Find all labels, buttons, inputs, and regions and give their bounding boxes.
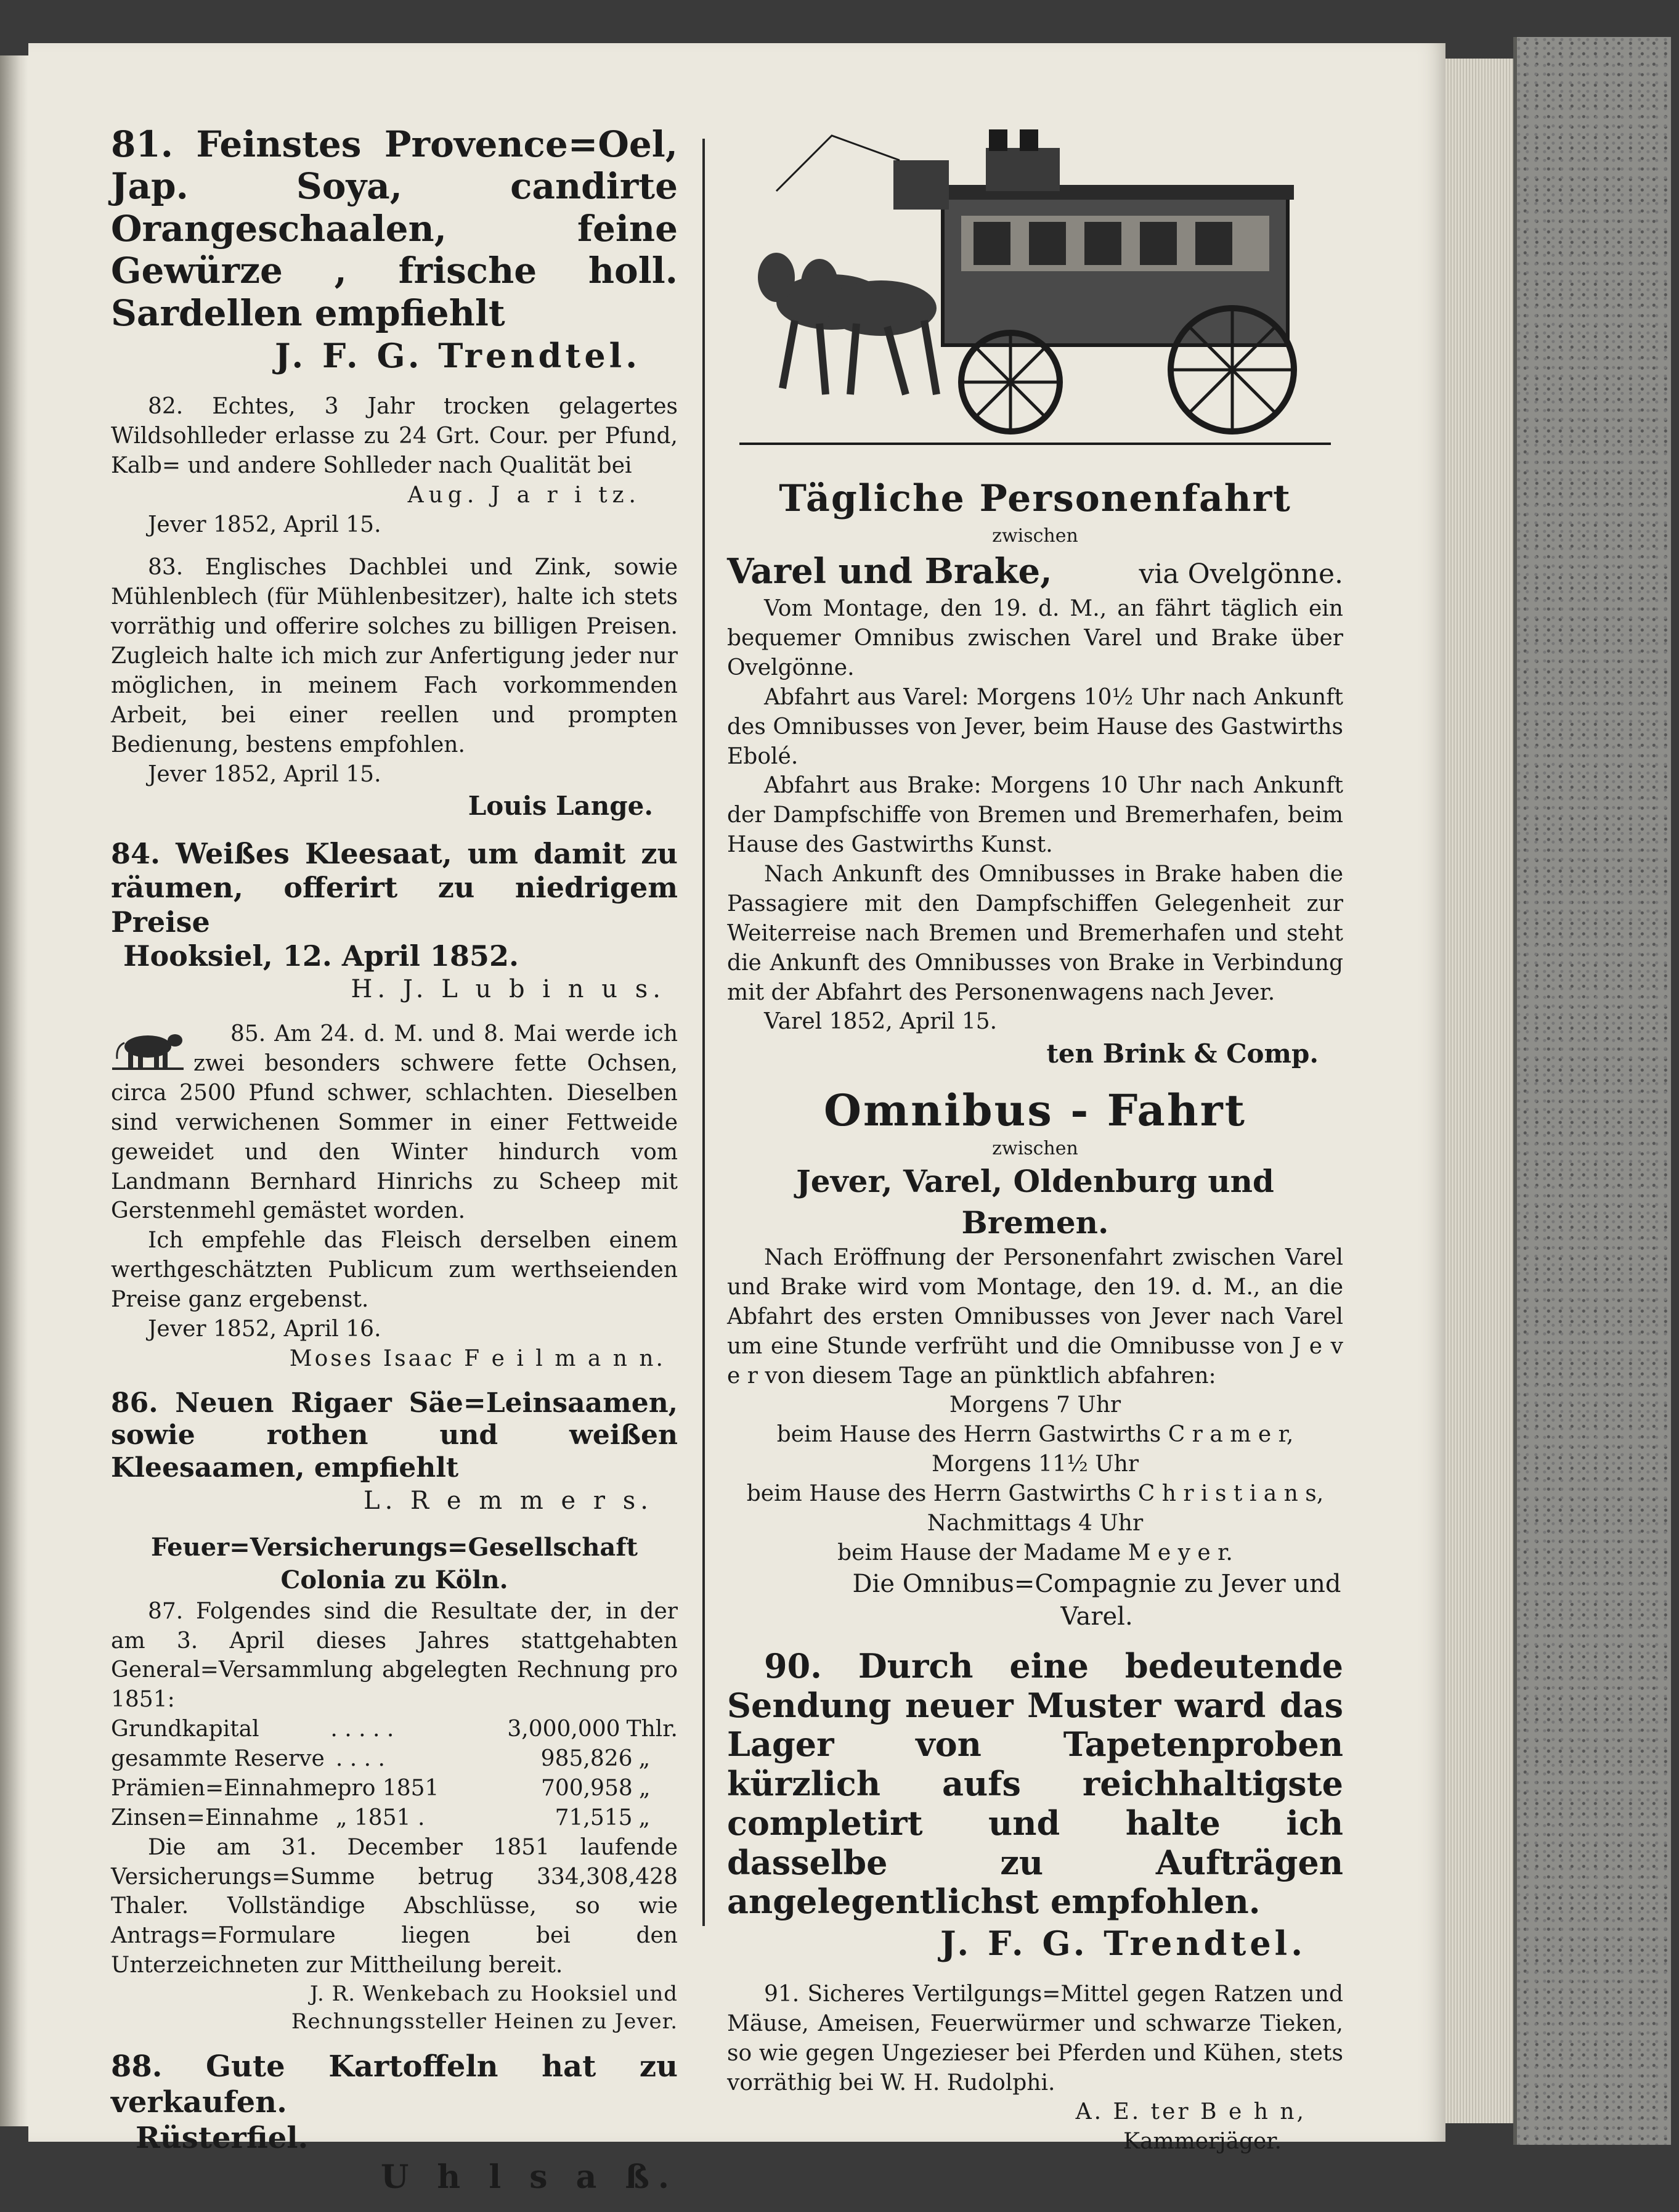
book-left-page-edge [0, 55, 28, 2126]
coach-signature: ten Brink & Comp. [1046, 1039, 1319, 1069]
book-cover [1513, 37, 1671, 2145]
ad-83-text: 83. Englisches Dachblei und Zink, sowie Mühlenblech (für Mühlenbesitzer), halte ich stets vorräthig und offerire solches zu billigen Preisen. Zugleich halte ich mich zur Anfertigung jeder nur möglichen, in meinem Fach vorkommenden Arbeit, bei einer reellen und prompten Bedienung, bestens empfohlen. [111, 555, 678, 757]
omnibus-title: Omnibus - Fahrt [824, 1085, 1246, 1137]
stagecoach-illustration [739, 123, 1331, 468]
ad-81-text: 81. Feinstes Provence=Oel, Jap. Soya, candirte Orangeschaalen, feine Gewürze , frische holl. Sardellen empfiehlt [111, 123, 678, 334]
ad-85-date: Jever 1852, April 16. [148, 1316, 381, 1342]
ad-83 [111, 553, 678, 823]
ad-90 [727, 1647, 1343, 1966]
omnibus-place-2: beim Hause des Herrn Gastwirths C h r i s t i a n s, [746, 1481, 1324, 1507]
coach-title: Tägliche Personenfahrt [779, 477, 1291, 520]
omnibus-route: Jever, Varel, Oldenburg und Bremen. [796, 1163, 1274, 1241]
ox-icon [111, 1022, 185, 1071]
row-label: Prämien=Einnahme [111, 1775, 338, 1801]
ad-87-row [111, 1774, 678, 1803]
ad-87-signature: J. R. Wenkebach zu Hooksiel und Rechnungssteller Heinen zu Jever. [291, 1981, 678, 2034]
row-label: gesammte Reserve [111, 1746, 325, 1771]
ad-86-text: 86. Neuen Rigaer Säe=Leinsaamen, sowie rothen und weißen Kleesaamen, empfiehlt [111, 1387, 678, 1484]
ad-91-text: 91. Sicheres Vertilgungs=Mittel gegen Ratzen und Mäuse, Ameisen, Feuerwürmer und schwarze Tieken, so wie gegen Ungezieser bei Pferden und Kühen, stets vorräthig bei W. H. Rudolphi. [727, 1981, 1343, 2096]
row-value: 985,826 [540, 1746, 633, 1771]
row-mid: pro 1851 [337, 1775, 439, 1801]
ad-87-heading: Feuer=Versicherungs=Gesellschaft Colonia zu Köln. [150, 1533, 638, 1595]
ad-85-text2: Ich empfehle das Fleisch derselben einem werthgeschätzten Publicum zum werthseienden Preise ganz ergebenst. [111, 1228, 678, 1313]
ad-88-place: Rüsterfiel. [136, 2120, 309, 2155]
coach-route [727, 549, 1343, 594]
row-mid: . . . . [335, 1746, 385, 1771]
ad-84-text: 84. Weißes Kleesaat, um damit zu räumen, offerirt zu niedrigem Preise [111, 837, 678, 939]
row-value: 700,958 [540, 1775, 633, 1801]
coach-text1: Vom Montage, den 19. d. M., an fährt täglich ein bequemer Omnibus zwischen Varel und Brake über Ovelgönne. [727, 596, 1343, 680]
coach-from-to: Varel und Brake, [727, 550, 1052, 592]
row-value: 3,000,000 [507, 1716, 620, 1742]
column-divider [702, 139, 705, 1926]
coach-text3: Abfahrt aus Brake: Morgens 10 Uhr nach Ankunft der Dampfschiffe von Bremen und Bremerhafen, beim Hause des Gastwirths Kunst. [727, 773, 1343, 858]
ad-81-signature: J. F. G. Trendtel. [275, 336, 641, 376]
ad-91-signature: A. E. ter B e h n, [1075, 2099, 1306, 2125]
coach-ad [727, 475, 1343, 1071]
ad-87-intro: 87. Folgendes sind die Resultate der, in der am 3. April dieses Jahres stattgehabten General=Versammlung abgelegten Rechnung pro 1851: [111, 1598, 678, 1713]
right-column [727, 123, 1343, 2170]
row-unit: „ [638, 1775, 651, 1801]
coach-via: via Ovelgönne. [1139, 558, 1343, 590]
omnibus-signature: Die Omnibus=Compagnie zu Jever und Varel. [852, 1569, 1341, 1631]
ad-85 [111, 1019, 678, 1374]
omnibus-place-3: beim Hause der Madame M e y e r. [837, 1540, 1233, 1565]
row-unit: Thlr. [626, 1716, 678, 1742]
row-unit: „ [638, 1746, 651, 1771]
row-label: Grundkapital [111, 1716, 259, 1742]
row-mid: . . . . . [330, 1716, 394, 1742]
row-value: 71,515 [555, 1805, 633, 1830]
ad-88-signature: U h l s a ß. [380, 2158, 678, 2197]
ad-82-signature: Aug. J a r i tz. [407, 482, 641, 508]
ad-84-signature: H. J. L u b i n u s. [351, 974, 665, 1003]
ad-85-signature: Moses Isaac F e i l m a n n. [289, 1345, 665, 1371]
omnibus-text1: Nach Eröffnung der Personenfahrt zwischen Varel und Brake wird vom Montage, den 19. d. M., an die Abfahrt des ersten Omnibusses von Jever nach Varel um eine Stunde verfrüht und die Omnibusse von J e v e r von diesem Tage an pünktlich abfahren: [727, 1245, 1343, 1389]
omnibus-zwischen: zwischen [992, 1138, 1078, 1160]
ad-85-text: 85. Am 24. d. M. und 8. Mai werde ich zwei besonders schwere fette Ochsen, circa 2500 Pfund schwer, schlachten. Dieselben sind verwichenen Sommer in einer Fettweide geweidet und den Winter hindurch vom Landmann Bernhard Hinrichs zu Scheep mit Gerstenmehl gemästet worden. [111, 1021, 678, 1224]
ad-87-row [111, 1744, 678, 1774]
ad-83-date: Jever 1852, April 15. [148, 761, 381, 787]
omnibus-place-1: beim Hause des Herrn Gastwirths C r a m e r, [776, 1422, 1294, 1448]
ad-88 [111, 2049, 678, 2198]
ad-90-signature: J. F. G. Trendtel. [940, 1924, 1306, 1964]
ad-81 [111, 123, 678, 378]
ad-84 [111, 837, 678, 1006]
ad-87-row [111, 1803, 678, 1833]
ad-90-text: 90. Durch eine bedeutende Sendung neuer Muster ward das Lager von Tapetenproben kürzlich aufs reichhaltigste completirt und halte ich dasselbe zu Aufträgen angelegentlichst empfohlen. [727, 1646, 1343, 1922]
ad-86-signature: L. R e m m e r s. [364, 1487, 653, 1516]
ad-82-text: 82. Echtes, 3 Jahr trocken gelagertes Wildsohlleder erlasse zu 24 Grt. Cour. per Pfund, Kalb= und andere Sohlleder nach Qualität bei [111, 394, 678, 478]
ad-91-title: Kammerjäger. [1123, 2129, 1282, 2155]
ad-82 [111, 392, 678, 539]
ad-87-table [111, 1715, 678, 1833]
row-unit: „ [638, 1805, 651, 1830]
coach-text2: Abfahrt aus Varel: Morgens 10½ Uhr nach Ankunft des Omnibusses von Jever, beim Hause des Gastwirths Ebolé. [727, 684, 1343, 769]
ad-84-place-date: Hooksiel, 12. April 1852. [123, 939, 519, 973]
coach-text4: Nach Ankunft des Omnibusses in Brake haben die Passagiere mit den Dampfschiffen Gelegenheit zur Weiterreise nach Bremen und Bremerhafen und steht die Ankunft des Omnibusses von Brake in Verbindung mit der Abfahrt des Personenwagens nach Jever. [727, 862, 1343, 1005]
ad-87-text2: Die am 31. December 1851 laufende Versicherungs=Summe betrug 334,308,428 Thaler. Vollständige Abschlüsse, so wie Antrags=Formulare liegen bei den Unterzeichneten zur Mittheilung bereit. [111, 1834, 678, 1978]
row-mid: „ 1851 . [335, 1805, 425, 1830]
page-edges [1445, 59, 1513, 2123]
ad-88-text: 88. Gute Kartoffeln hat zu verkaufen. [111, 2049, 678, 2120]
omnibus-time-3: Nachmittags 4 Uhr [927, 1510, 1144, 1536]
coach-zwischen: zwischen [992, 524, 1078, 547]
left-column [111, 123, 678, 2212]
ad-87 [111, 1531, 678, 2036]
coach-date: Varel 1852, April 15. [764, 1009, 998, 1035]
ad-86 [111, 1387, 678, 1518]
ad-83-signature: Louis Lange. [468, 791, 653, 822]
ad-82-date: Jever 1852, April 15. [148, 512, 381, 537]
omnibus-time-2: Morgens 11½ Uhr [931, 1451, 1139, 1477]
ad-91 [727, 1980, 1343, 2157]
row-label: Zinsen=Einnahme [111, 1805, 319, 1830]
ad-87-row [111, 1715, 678, 1744]
omnibus-time-1: Morgens 7 Uhr [949, 1392, 1121, 1418]
omnibus-ad [727, 1085, 1343, 1633]
